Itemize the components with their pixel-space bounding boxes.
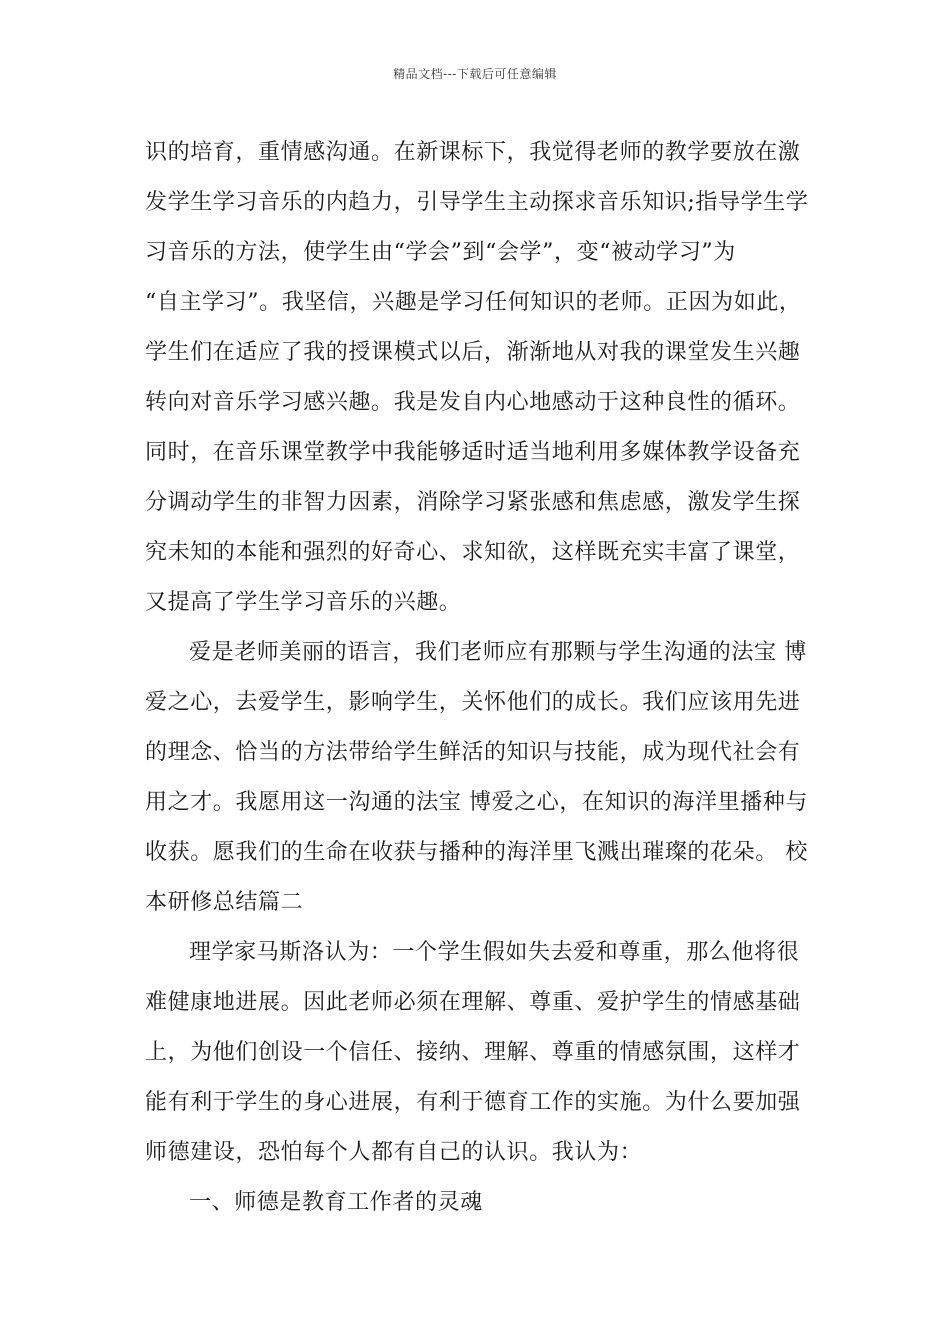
text-line: 上，为他们创设一个信任、接纳、理解、尊重的情感氛围，这样才 (145, 1040, 801, 1065)
page-header: 精品文档---下载后可任意编辑 (393, 67, 557, 81)
document-body (145, 128, 825, 1228)
text-line: 转向对音乐学习感兴趣。我是发自内心地感动于这种良性的循环。 (145, 390, 801, 415)
text-line: 分调动学生的非智力因素，消除学习紧张感和焦虑感，激发学生探 (145, 490, 801, 515)
text-line: 师德建设，恐怕每个人都有自己的认识。我认为： (145, 1140, 643, 1165)
text-line: “自主学习”。我坚信，兴趣是学习任何知识的老师。正因为如此， (145, 290, 802, 315)
text-line: 习音乐的方法，使学生由“学会”到“会学”，变“被动学习”为 (145, 240, 736, 265)
text-line: 用之才。我愿用这一沟通的法宝 博爱之心，在知识的海洋里播种与 (145, 790, 808, 815)
text-line: 能有利于学生的身心进展，有利于德育工作的实施。为什么要加强 (145, 1090, 801, 1115)
text-line: 究未知的本能和强烈的好奇心、求知欲，这样既充实丰富了课堂， (145, 540, 801, 565)
paragraph-start-line: 理学家马斯洛认为：一个学生假如失去爱和尊重，那么他将很 (189, 940, 800, 965)
text-line: 又提高了学生学习音乐的兴趣。 (145, 590, 462, 615)
text-line: 学生们在适应了我的授课模式以后，渐渐地从对我的课堂发生兴趣 (145, 340, 801, 365)
paragraph-start-line: 爱是老师美丽的语言，我们老师应有那颗与学生沟通的法宝 博 (189, 640, 807, 665)
section-title-line: 本研修总结篇二 (145, 890, 304, 915)
text-line: 爱之心，去爱学生，影响学生，关怀他们的成长。我们应该用先进 (145, 690, 801, 715)
text-line: 的理念、恰当的方法带给学生鲜活的知识与技能，成为现代社会有 (145, 740, 801, 765)
text-line: 收获。愿我们的生命在收获与播种的海洋里飞溅出璀璨的花朵。 校 (145, 840, 808, 865)
text-line: 发学生学习音乐的内趋力，引导学生主动探求音乐知识;指导学生学 (145, 190, 809, 215)
text-line: 识的培育，重情感沟通。在新课标下，我觉得老师的教学要放在激 (145, 140, 801, 165)
text-line: 同时，在音乐课堂教学中我能够适时适当地利用多媒体教学设备充 (145, 440, 801, 465)
text-line: 难健康地进展。因此老师必须在理解、尊重、爱护学生的情感基础 (145, 990, 801, 1015)
subheading-line: 一、师德是教育工作者的灵魂 (189, 1190, 483, 1215)
